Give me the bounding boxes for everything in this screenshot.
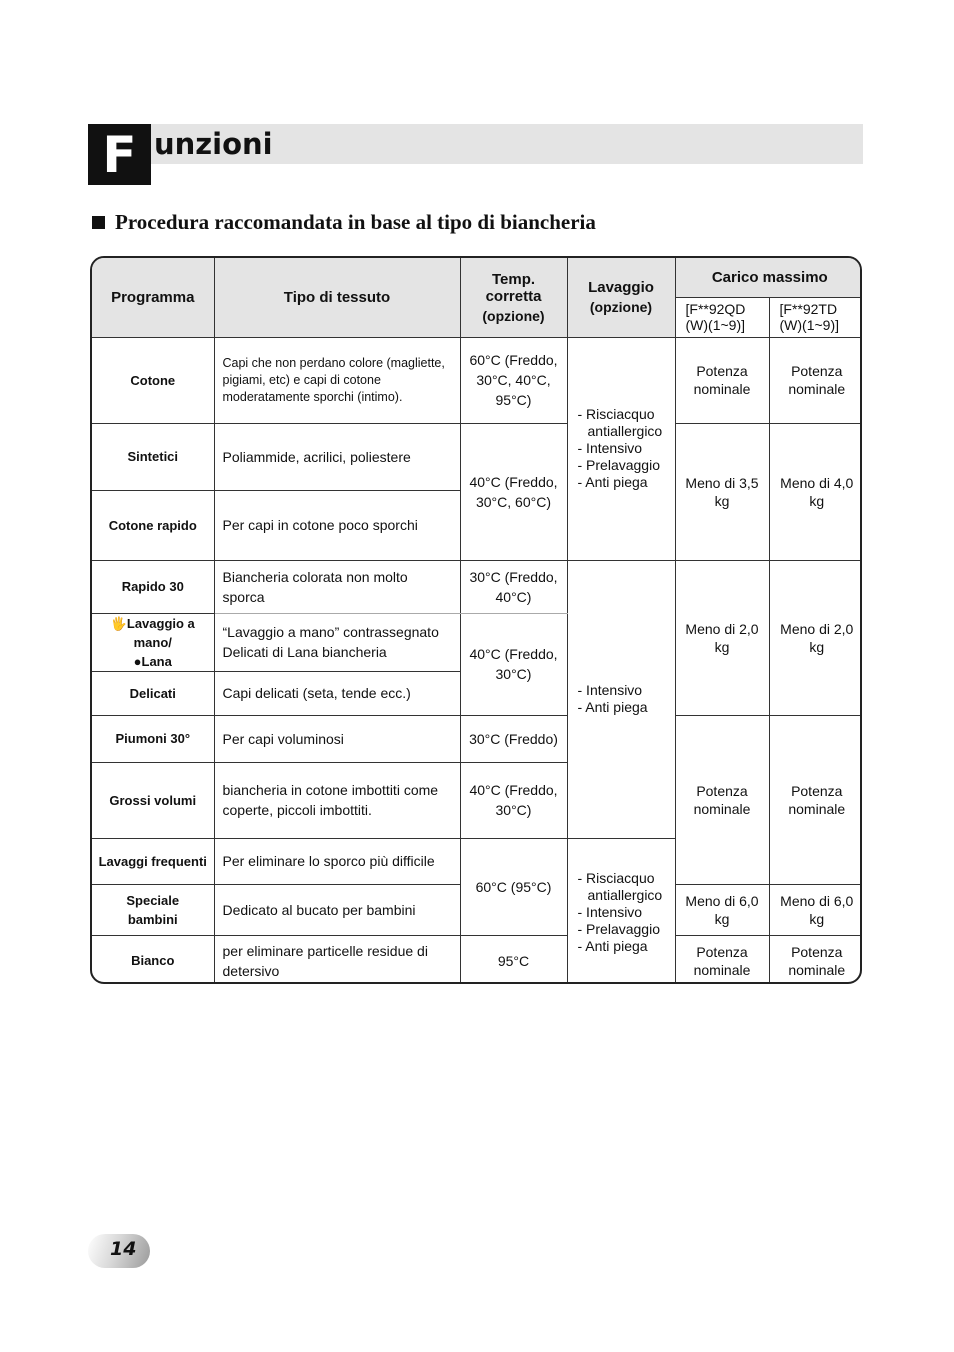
program-grossi-volumi: Grossi volumi [92,762,214,838]
wash-options-group-3 [567,838,675,984]
page-title: unzioni [154,127,273,161]
load-rapido-lana-delicati-model-2: Meno di 2,0 kg [769,560,862,715]
wash-option: - Prelavaggio [577,920,660,937]
fabric-rapido-30: Biancheria colorata non molto sporca [214,560,460,613]
page-number: 14 [110,1238,137,1260]
load-piumoni-grossi-frequenti-model-2: Potenza nominale [769,715,862,884]
section-heading-text: Procedura raccomandata in base al tipo di biancheria [115,210,596,234]
hand-wash-icon: 🖐 [110,615,127,631]
header-temp-label: Temp. corretta [485,270,542,305]
temp-bianco: 95°C [460,935,567,984]
fabric-line: Delicati di Lana biancheria [222,644,387,660]
header-temp [460,258,567,337]
temp-piumoni-30: 30°C (Freddo) [460,715,567,762]
program-table [90,256,862,984]
fabric-sintetici: Poliammide, acrilici, poliestere [214,423,460,490]
load-sintetici-model-1: Meno di 3,5 kg [675,423,769,560]
wash-option: - Risciacquo [577,406,655,422]
temp-lana-delicati: 40°C (Freddo, 30°C) [460,613,567,715]
header-model-1: [F**92QD (W)(1~9)] [675,297,769,337]
program-lavaggi-frequenti: Lavaggi frequenti [92,838,214,884]
program-line: bambini [127,911,178,927]
wash-option: antiallergico [587,423,663,439]
program-piumoni-30: Piumoni 30° [92,715,214,762]
header-tipo-tessuto: Tipo di tessuto [214,258,460,337]
wash-option: - Anti piega [577,699,648,715]
program-delicati: Delicati [92,671,214,715]
load-speciale-model-1: Meno di 6,0 kg [675,884,769,935]
fabric-cotone: Capi che non perdano colore (magliette, pigiami, etc) e capi di cotone moderatamente sporchi (intimo). [214,337,460,423]
fabric-delicati: Capi delicati (seta, tende ecc.) [214,671,460,715]
load-cotone-model-2: Potenza nominale [769,337,862,423]
program-line: Speciale [126,892,180,908]
square-bullet-icon [92,216,105,229]
temp-rapido-30: 30°C (Freddo, 40°C) [460,560,567,613]
program-bianco: Bianco [92,935,214,984]
load-speciale-model-2: Meno di 6,0 kg [769,884,862,935]
fabric-grossi-volumi: biancheria in cotone imbottiti come coperte, piccoli imbottiti. [214,762,460,838]
wash-option: - Intensivo [577,682,643,698]
wash-options-group-2 [567,560,675,838]
program-rapido-30: Rapido 30 [92,560,214,613]
wash-option: - Anti piega [577,474,648,490]
program-cotone-rapido: Cotone rapido [92,490,214,560]
program-line: Lavaggio a mano/ [126,615,195,650]
load-cotone-model-1: Potenza nominale [675,337,769,423]
load-bianco-model-1: Potenza nominale [675,935,769,984]
wash-option: - Risciacquo [577,869,655,886]
wash-option: - Intensivo [577,903,643,920]
load-piumoni-grossi-frequenti-model-1: Potenza nominale [675,715,769,884]
load-bianco-model-2: Potenza nominale [769,935,862,984]
fabric-lavaggio-a-mano-lana [214,613,460,671]
program-cotone: Cotone [92,337,214,423]
header-temp-sub: (opzione) [482,307,545,324]
header-lavaggio [567,258,675,337]
fabric-line: “Lavaggio a mano” contrassegnato [222,624,439,640]
header-model-2: [F**92TD (W)(1~9)] [769,297,862,337]
title-initial-letter: F [88,124,151,185]
wool-icon: ● [133,653,142,669]
temp-sintetici-cotone-rapido: 40°C (Freddo, 30°C, 60°C) [460,423,567,560]
program-lavaggio-a-mano-lana [92,613,214,671]
section-heading [92,210,596,235]
fabric-piumoni-30: Per capi voluminosi [214,715,460,762]
header-programma: Programma [92,258,214,337]
wash-option: antiallergico [587,886,663,903]
header-lavaggio-sub: (opzione) [589,299,653,316]
wash-option: - Prelavaggio [577,457,660,473]
header-lavaggio-label: Lavaggio [588,279,654,297]
header-carico-massimo: Carico massimo [675,258,862,297]
program-line: Lana [141,653,172,669]
temp-cotone: 60°C (Freddo, 30°C, 40°C, 95°C) [460,337,567,423]
wash-option: - Intensivo [577,440,643,456]
fabric-cotone-rapido: Per capi in cotone poco sporchi [214,490,460,560]
fabric-lavaggi-frequenti: Per eliminare lo sporco più difficile [214,838,460,884]
load-rapido-lana-delicati-model-1: Meno di 2,0 kg [675,560,769,715]
program-sintetici: Sintetici [92,423,214,490]
wash-option: - Anti piega [577,937,648,954]
fabric-bianco: per eliminare particelle residue di detersivo [214,935,460,984]
load-sintetici-model-2: Meno di 4,0 kg [769,423,862,560]
temp-frequenti-speciale: 60°C (95°C) [460,838,567,935]
fabric-speciale-bambini: Dedicato al bucato per bambini [214,884,460,935]
wash-options-group-1 [567,337,675,560]
program-speciale-bambini [92,884,214,935]
temp-grossi-volumi: 40°C (Freddo, 30°C) [460,762,567,838]
